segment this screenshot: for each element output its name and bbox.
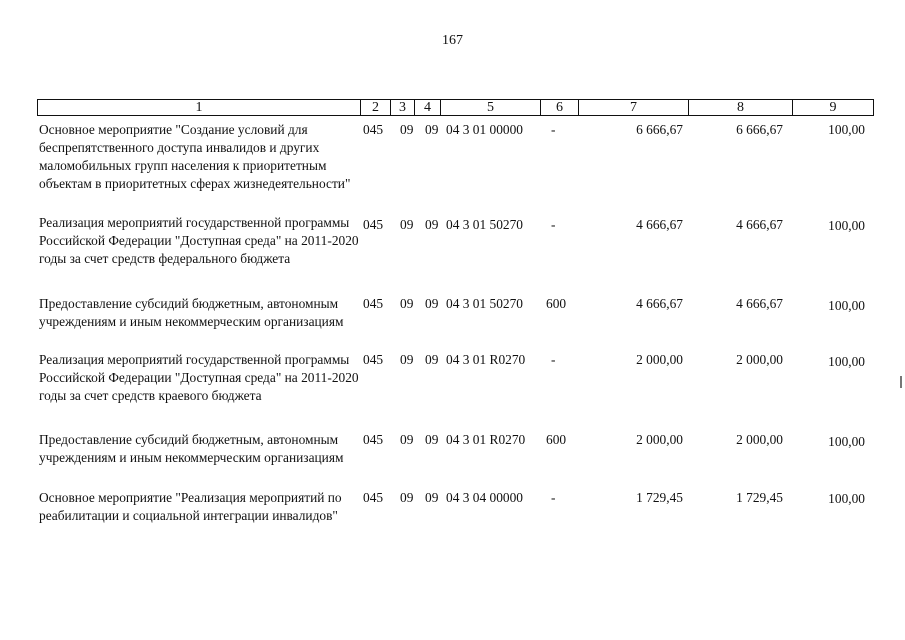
row-col-9: 100,00 [828,122,865,137]
row-col-8: 4 666,67 [736,296,783,311]
row-col-5: 04 3 01 50270 [446,217,523,232]
scan-edge-mark [900,376,902,388]
table-header [37,99,874,116]
row-col-9: 100,00 [828,298,865,313]
row-col-2: 045 [363,490,384,505]
header-col-2: 2 [360,100,390,115]
row-col-5: 04 3 01 R0270 [446,432,526,447]
row-col-7: 2 000,00 [636,352,683,367]
row-name: Предоставление субсидий бюджетным, автономным учреждениям и иным некоммерческим организациям [39,296,344,329]
row-col-6: 600 [546,296,567,311]
row-col-4: 09 [425,122,439,137]
row-col-5: 04 3 01 R0270 [446,352,526,367]
row-col-3: 09 [400,217,414,232]
row-col-8: 2 000,00 [736,352,783,367]
row-col-2: 045 [363,352,384,367]
row-col-7: 4 666,67 [636,217,683,232]
row-col-3: 09 [400,352,414,367]
row-col-6: - [551,217,556,232]
row-col-2: 045 [363,432,384,447]
row-col-5: 04 3 04 00000 [446,490,523,505]
row-col-5: 04 3 01 00000 [446,122,523,137]
header-col-5: 5 [440,100,540,115]
row-col-7: 4 666,67 [636,296,683,311]
row-col-3: 09 [400,490,414,505]
row-col-7: 1 729,45 [636,490,683,505]
row-col-8: 6 666,67 [736,122,783,137]
header-col-6: 6 [540,100,578,115]
row-col-2: 045 [363,122,384,137]
row-col-3: 09 [400,296,414,311]
row-col-5: 04 3 01 50270 [446,296,523,311]
row-col-7: 2 000,00 [636,432,683,447]
row-name: Основное мероприятие "Реализация мероприятий по реабилитации и социальной интеграции инвалидов" [39,490,342,523]
row-col-9: 100,00 [828,434,865,449]
row-col-4: 09 [425,217,439,232]
page-number: 167 [442,33,463,48]
row-col-6: - [551,122,556,137]
row-col-4: 09 [425,352,439,367]
row-col-6: - [551,352,556,367]
row-col-4: 09 [425,432,439,447]
row-col-4: 09 [425,296,439,311]
row-col-2: 045 [363,217,384,232]
row-name: Реализация мероприятий государственной программы Российской Федерации "Доступная среда" на 2011-2020 годы за счет средств краевого бюджета [39,352,359,403]
row-col-8: 2 000,00 [736,432,783,447]
row-col-8: 4 666,67 [736,217,783,232]
row-col-9: 100,00 [828,354,865,369]
row-col-9: 100,00 [828,491,865,506]
row-col-3: 09 [400,432,414,447]
row-name: Предоставление субсидий бюджетным, автономным учреждениям и иным некоммерческим организациям [39,432,344,465]
row-col-6: 600 [546,432,567,447]
header-col-3: 3 [390,100,414,115]
row-name: Основное мероприятие "Создание условий для беспрепятственного доступа инвалидов и других маломобильных групп населения к приоритетным объектам в приоритетных сферах жизнедеятельности" [39,122,351,191]
header-col-8: 8 [688,100,792,115]
row-col-9: 100,00 [828,218,865,233]
header-col-4: 4 [414,100,440,115]
header-col-1: 1 [195,100,203,115]
row-col-7: 6 666,67 [636,122,683,137]
row-col-4: 09 [425,490,439,505]
row-col-6: - [551,490,556,505]
row-name: Реализация мероприятий государственной программы Российской Федерации "Доступная среда" на 2011-2020 годы за счет средств федерального бюджета [39,215,359,266]
row-col-2: 045 [363,296,384,311]
header-col-9: 9 [792,100,873,115]
header-col-7: 7 [578,100,688,115]
row-col-8: 1 729,45 [736,490,783,505]
row-col-3: 09 [400,122,414,137]
